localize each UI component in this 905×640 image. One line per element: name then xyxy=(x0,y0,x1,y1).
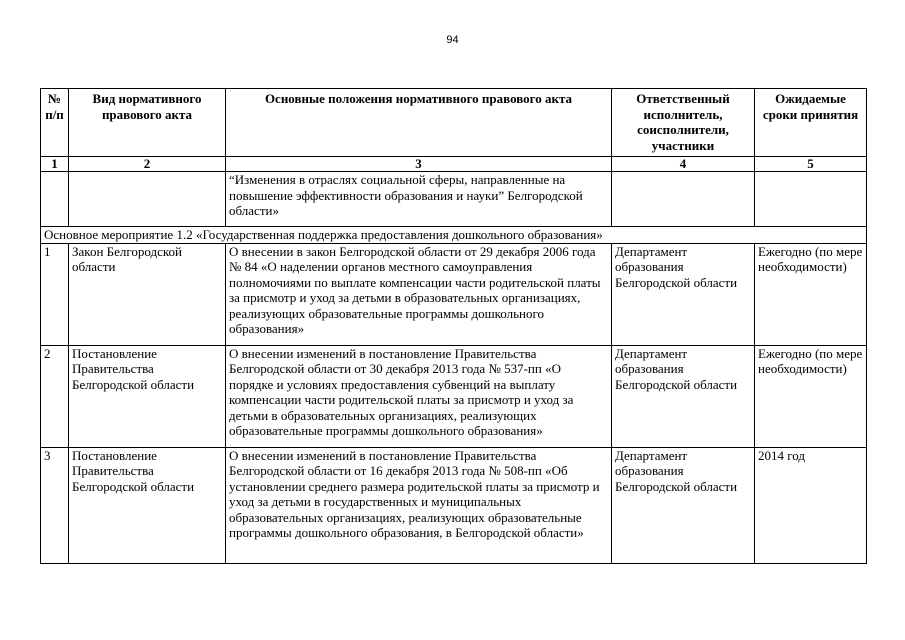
section-row xyxy=(41,227,867,244)
table-row xyxy=(41,243,867,345)
header-content: Основные положения нормативного правового акта xyxy=(226,89,612,157)
header-deadline: Ожидаемые сроки принятия xyxy=(755,89,867,157)
header-executor: Ответственный исполнитель, соисполнители, участники xyxy=(612,89,755,157)
row-content: О внесении изменений в постановление Правительства Белгородской области от 16 декабря 2013 года № 508-пп «Об установлении среднего размера родительской платы за присмотр и уход за детьми в государственных и муниципальных образовательных организациях, реализующих образовательные программы дошкольного образования, в Белгородской области» xyxy=(226,447,612,563)
row-act-type: Постановление Правительства Белгородской области xyxy=(69,345,226,447)
row-deadline: Ежегодно (по мере необходимости) xyxy=(755,243,867,345)
column-number: 1 xyxy=(41,157,69,172)
column-number: 5 xyxy=(755,157,867,172)
header-number: № п/п xyxy=(41,89,69,157)
legal-acts-table xyxy=(40,88,867,564)
row-number: 2 xyxy=(41,345,69,447)
header-act-type: Вид нормативного правового акта xyxy=(69,89,226,157)
section-title: Основное мероприятие 1.2 «Государственная поддержка предоставления дошкольного образования» xyxy=(41,227,867,244)
row-number: 3 xyxy=(41,447,69,563)
page-number: 94 xyxy=(446,34,459,46)
row-content: О внесении изменений в постановление Правительства Белгородской области от 30 декабря 2013 года № 537-пп «О порядке и условиях предоставления субвенций на выплату компенсации части родительской платы за присмотр и уход за детьми в образовательных организациях, реализующих образовательные программы дошкольного образования» xyxy=(226,345,612,447)
row-executor: Департамент образования Белгородской области xyxy=(612,243,755,345)
row-deadline xyxy=(755,172,867,227)
column-number-row xyxy=(41,157,867,172)
row-executor: Департамент образования Белгородской области xyxy=(612,345,755,447)
row-deadline: Ежегодно (по мере необходимости) xyxy=(755,345,867,447)
row-act-type: Закон Белгородской области xyxy=(69,243,226,345)
table-row xyxy=(41,172,867,227)
row-content: О внесении в закон Белгородской области от 29 декабря 2006 года № 84 «О наделении органов местного самоуправления полномочиями по выплате компенсации части родительской платы за присмотр и уход за детьми в образовательных организациях, реализующих образовательные программы дошкольного образования» xyxy=(226,243,612,345)
table-row xyxy=(41,447,867,563)
column-number: 3 xyxy=(226,157,612,172)
column-number: 4 xyxy=(612,157,755,172)
table-row xyxy=(41,345,867,447)
row-content: “Изменения в отраслях социальной сферы, направленные на повышение эффективности образования и науки” Белгородской области» xyxy=(226,172,612,227)
column-number: 2 xyxy=(69,157,226,172)
header-row xyxy=(41,89,867,157)
row-number xyxy=(41,172,69,227)
row-act-type: Постановление Правительства Белгородской области xyxy=(69,447,226,563)
row-act-type xyxy=(69,172,226,227)
row-executor xyxy=(612,172,755,227)
row-number: 1 xyxy=(41,243,69,345)
row-executor: Департамент образования Белгородской области xyxy=(612,447,755,563)
row-deadline: 2014 год xyxy=(755,447,867,563)
